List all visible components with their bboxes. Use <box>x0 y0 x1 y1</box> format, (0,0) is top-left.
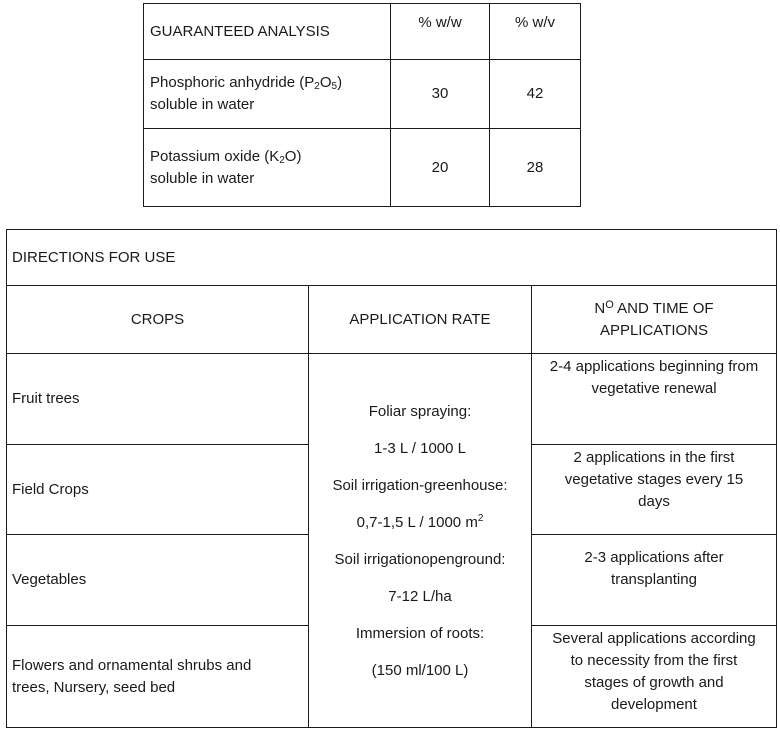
column-header-application-rate: APPLICATION RATE <box>309 286 532 354</box>
crop-name: Fruit trees <box>7 354 309 445</box>
application-times: 2-3 applications after transplanting <box>532 535 777 626</box>
table-row <box>7 354 777 445</box>
crop-name: Vegetables <box>7 535 309 626</box>
value-ww: 20 <box>391 129 490 207</box>
analysis-title: GUARANTEED ANALYSIS <box>144 4 391 60</box>
crop-name: Field Crops <box>7 445 309 535</box>
value-wv: 42 <box>490 60 581 129</box>
guaranteed-analysis-table <box>143 3 581 207</box>
nutrient-name: Phosphoric anhydride $(P_2O_5)$ soluble in water <box>144 60 391 129</box>
column-header-ww: % w/w <box>391 4 490 60</box>
rate-line: 7-12 L/ha <box>388 587 452 605</box>
rate-line: 0,7-1,5 L / 1000 $m^2$ <box>356 512 484 531</box>
crop-name: Flowers and ornamental shrubs and trees, Nursery, seed bed <box>7 626 309 728</box>
column-header-wv: % w/v <box>490 4 581 60</box>
table-row <box>144 60 581 129</box>
directions-header-row <box>7 286 777 354</box>
application-times: 2 applications in the first vegetative stages every 15 days <box>532 445 777 535</box>
value-wv: 28 <box>490 129 581 207</box>
application-rate-cell <box>309 354 532 728</box>
directions-title: DIRECTIONS FOR USE <box>7 230 777 286</box>
value-ww: 30 <box>391 60 490 129</box>
directions-title-row <box>7 230 777 286</box>
rate-line: Immersion of roots: <box>355 624 485 642</box>
application-times: 2-4 applications beginning from vegetative renewal <box>532 354 777 445</box>
rate-line: 1-3 L / 1000 L <box>373 439 466 457</box>
rate-line: Soil irrigationopenground: <box>334 550 506 568</box>
directions-for-use-table <box>6 229 777 728</box>
nutrient-name: Potassium oxide $(K_2O)$ soluble in water <box>144 129 391 207</box>
column-header-number-and-time: $N^O$ AND TIME OF APPLICATIONS <box>532 286 777 354</box>
rate-line: (150 ml/100 L) <box>371 661 469 679</box>
rate-line: Soil irrigation-greenhouse: <box>332 476 508 494</box>
column-header-crops: CROPS <box>7 286 309 354</box>
analysis-header-row <box>144 4 581 60</box>
application-times: Several applications according to necessity from the first stages of growth and development <box>532 626 777 728</box>
table-row <box>144 129 581 207</box>
rate-line: Foliar spraying: <box>368 402 472 420</box>
